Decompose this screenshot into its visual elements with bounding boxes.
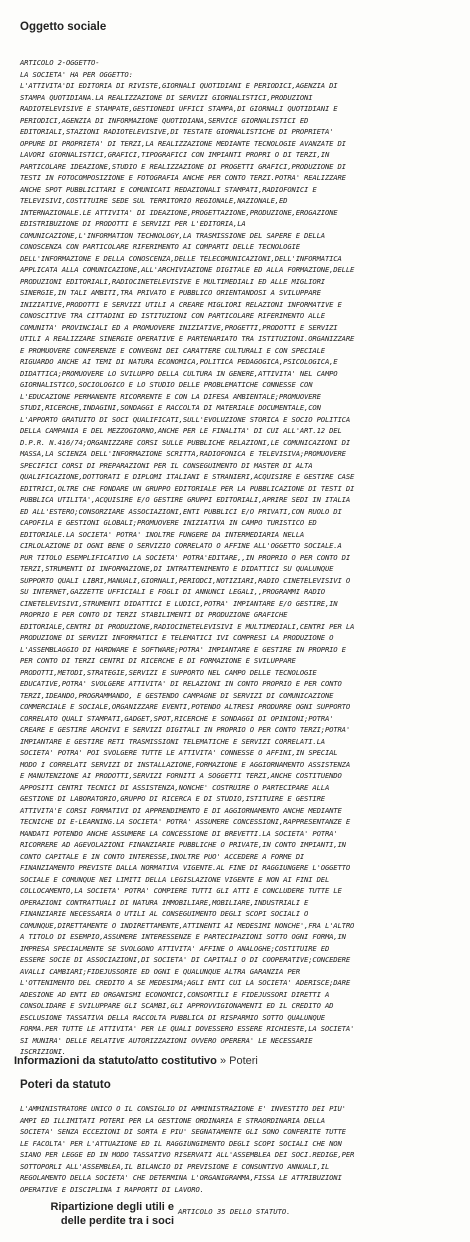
oggetto-sociale-text: ARTICOLO 2-OGGETTO- LA SOCIETA' HA PER OGGETTO: L'ATTIVITA'DI EDITORIA DI RIVISTE,GIORNALI QUOTIDIANI E PERIODICI,AGENZIA DI STAMPA QUOTIDIANA.LA REALIZZAZIONE DI SERVIZI GIORNALISTICI,PRODUZIONI RADIOTELEVISIVE E STAMPATE,GESTIONEDI UFFICI STAMPA,DI GIORNALI QUOTIDIANI E PERIODICI,AGENZIA DI INFORMAZIONE QUOTIDIANA,SERVICE GIORNALISTICI ED EDITORIALI,STAZIONI RADIOTELEVISIVE,DI TESTATE GIORNALISTICHE DI PROPRIETA' OPPURE DI PROPRIETA' DI TERZI,LA REALIZZAZIONE MEDIANTE TECNOLOGIE AVANZATE DI LAVORI GIORNALISTICI,GRAFICI,TIPOGRAFICI CON IMPIANTI PROPRI O DI TERZI,IN PARTICOLARE IDEAZIONE,STUDIO E REALIZZAZIONE DI PROGETTI GRAFICI,PRODUZIONE DI TESTI IN FOTOCOMPOSIZIONE E FOTOGRAFIA ANCHE PER CONTO TERZI.POTRA' REALIZZARE ANCHE SPOT PUBBLICITARI E COMUNICATI REDAZIONALI STAMPATI,RADIOFONICI E TELEVISIVI,COSTITUIRE SEDE SUL TERRITORIO REGIONALE,NAZIONALE,ED INTERNAZIONALE.LE ATTIVITA' DI IDEAZIONE,PROGETTAZIONE,PRODUZIONE,EROGAZIONE EDISTRIBUZIONE DI PRODOTTI E SERVIZI PER L'EDITORIA,LA COMUNICAZIONE,L'INFORMATION TECHNOLOGY,LA TRASMISSIONE DEL SAPERE E DELLA CONOSCENZA CON PARTICOLARE RIFERIMENTO AI COMPARTI DELLE TECNOLOGIE DELL'INFORMAZIONE E DELLA CONOSCENZA,DELLE TELECOMUNICAZIONI,DELL'INFORMATICA APPLICATA ALLA COMUNICAZIONE,ALL'ARCHIVIAZIONE DIGITALE ED ALLA FORMAZIONE,DELLE PRODUZIONI EDITORIALI,RADIOCINETELEVISIVE E MULTIMEDIALI ED ALLE MIGLIORI SINERGIE,IN TALI AMBITI,TRA PRIVATO E PUBBLICO ORIENTANDOSI A SVILUPPARE INIZIATIVE,PRODOTTI E SERVIZI UTILI A CREARE MIGLIORI RELAZIONI INFORMATIVE E CONOSCITIVE TRA CITTADINI ED ISTITUZIONI CON PARTICOLARE RIFERIMENTO ALLE COMUNITA' PROVINCIALI ED A PROMUOVERE INIZIATIVE,PROGETTI,PRODOTTI E SERVIZI UTILI A REALIZZARE SINERGIE OPERATIVE E PARTENARIATO TRA ISTITUZIONI.ORGANIZZARE E PROMUOVERE CONFERENZE E CONVEGNI DEI CARATTERE CULTURALI E CON SPECIALE RIGUARDO ANCHE AI TEMI DI NATURA ECONOMICA,POLITICA PEDAGOGICA,PSICOLOGICA,E DIDATTICA;PROMUOVERE LO SVILUPPO DELLA CULTURA IN GENERE,ATTIVITA' NEL CAMPO GIORNALISTICO,SOCIOLOGICO E LO STUDIO DELLE PROBLEMATICHE CONNESSE CON L'EDUCAZIONE PERMANENTE RICORRENTE E CON LA DIFESA AMBIENTALE;PROMUOVERE STUDI,RICERCHE,INDAGINI,SONDAGGI E RACCOLTA DI MATERIALE DOCUMENTALE,CON L'APPORTO GRATUITO DI SOCI QUALIFICATI,SULL'EVOLUZIONE STORICA E SOCIO POLITICA DELLA CAMPANIA E DEL MEZZOGIORNO,ANCHE PER LE FINALITA' DI CUI ALL'ART.12 DEL D.P.R. N.416/74;ORGANIZZARE CORSI SULLE PUBBLICHE RELAZIONI,LE COMUNICAZIONI DI MASSA,LA SCIENZA DELL'INFORMAZIONE SCRITTA,RADIOFONICA E TELEVISIVA;PROMUOVERE SPECIFICI CORSI DI PREPARAZIONI PER IL CONSEGUIMENTO DI MASTER DI ALTA QUALIFICAZIONE,DOTTORATI E DIPLOMI ITALIANI E STRANIERI,ACQUISIRE E GESTIRE CASE EDITRICI,OLTRE CHE FONDARE UN GRUPPO EDITORIALE PER LA PUBBLICAZIONE DI TESTI DI PUBBLICA UTILITA',ACQUISIRE E/O GESTIRE GRUPPI EDITORIALI,APRIRE SEDI IN ITALIA ED ALL'ESTERO;CONSORZIARE ASSOCIAZIONI,ENTI PUBBLICI E/O PRIVATI,CON RUOLO DI CAPOFILA E GESTIONI GLOBALI;PROMUOVERE INIZIATIVA IN CAMPO TURISTICO ED EDITORIALE.LA SOCIETA' POTRA' INOLTRE FUNGERE DA INTERMEDIARIA NELLA CIRLOLAZIONE DI OGNI BENE O SERVIZIO CORRELATO O AFFINE ALL'OGGETTO SOCIALE.A PUR TITOLO ESEMPLIFICATIVO LA SOCIETA' POTRA'EDITARE,,IN PROPRIO O PER CONTO DI TERZI,STRUMENTI DI INFORMAZIONE,DI INTRATTENIMENTO E DIDATTICI SU QUALUNQUE SUPPORTO QUALI LIBRI,MANUALI,GIORNALI,PERIODCI,NOTIZIARI,RADIO CINETELEVISIVI O SU INTERNET,GAZZETTE UFFICIALI E FOGLI DI ANNUNCI LEGALI,,PROGRAMMI RADIO CINETELEVISIVI,STRUMENTI DIDATTICI E LUDICI,POTRA' IMPIANTARE E/O GESTIRE,IN PROPRIO E PER CONTO DI TERZI STABILIMENTI DI PRODUZIONE GRAFICHE EDITORIALE,CENTRI DI PRODUZIONE,RADIOCINETELEVISIVI E MULTIMEDIALI,CENTRI PER LA PRODUZIONE DI SERVIZI INFORMATICI E TELEMATICI IVI COMPRESI LA PRODUZIONE O L'ASSEMBLAGGIO DI HARDWARE E SOFTWARE;POTRA' IMPIANTARE E GESTIRE IN PROPRIO E PER CONTO DI TERZI CENTRI DI RICERCHE E DI FORMAZIONE E SVILUPPARE PRODOTTI,METODI,STRATEGIE,SERVIZI E SUPPORTO NEL CAMPO DELLE TECNOLOGIE EDUCATIVE,POTRA' SVOLGERE ATTIVITA' DI RELAZIONI IN CONTO PROPRIO E PER CONTO TERZI,IDEANDO,PROGRAMMANDO, E GESTENDO CAMPAGNE DI SERVIZI DI COMUNICAZIONE COMMERCIALE E SOCIALE,ORGANIZZARE EVENTI,POTENDO ALTRESI PRODURRE OGNI SUPPORTO CORRELATO QUALI STAMPATI,GADGET,SPOT,RICERCHE E SONDAGGI DI OPINIONI;POTRA' CREARE E GESTIRE ARCHIVI E SERVIZI DIGITALI IN PROPRIO O PER CONTO TERZI;POTRA' IMPIANTARE E GESTIRE RETI TRASMISSIONI TELEMATICHE E SERVIZI CORRELATI.LA SOCIETA' POTRA' POI SVOLGERE TUTTE LE ATTIVITA' CONNESSE O AFFINI,IN SPECIAL MODO I CORRELATI SERVIZI DI INSTALLAZIONE,FORMAZIONE E AGGIORNAMENTO ASSISTENZA E MANUTENZIONE AI PRODOTTI,SERVIZI FORNITI A SOGGETTI TERZI,ANCHE COSTITUENDO APPOSITI CENTRI TECNICI DI ASSISTENZA,NONCHE' COSTRUIRE O PARTECIPARE ALLA GESTIONE DI LABORATORIO,GRUPPO DI RICERCA E DI STUDIO,ISTITUIRE E GESTIRE ATTIVITA'E CORSI FORMATIVI DI APPRENDIMENTO E DI AGGIORNAMENTO ANCHE MEDIANTE TECNICHE DI E-LEARNING.LA SOCIETA' POTRA' ASSUMERE CONCESSIONI,RAPPRESENTANZE E MANDATI POTENDO ANCHE ASSUMERE LA CONCESSIONE DI BREVETTI.LA SOCIETA' POTRA' RICORRERE AD AGEVOLAZIONI FINANZIARIE PUBBLICHE O PRIVATE,IN CONTO IMPIANTI,IN CONTO CAPITALE E IN CONTO INTERESSE,INOLTRE PUO' ACCEDERE A FORME DI FINANZIAMENTO PREVISTE DALLA NORMATIVA VIGENTE.AL FINE DI RAGGIUNGERE L'OGGETTO SOCIALE E COMUNQUE NEI LIMITI DELLA LEGISLAZIONE VIGENTE E NON AI FINI DEL COLLOCAMENTO,LA SOCIETA' POTRA' COMPIERE TUTTI GLI ATTI E CONCLUDERE TUTTE LE OPERAZIONI CONTRATTUALI DI NATURA IMMOBILIARE,MOBILIARE,INDUSTRIALI E FINANZIARIE NECESSARIA O UTILI AL CONSEGUIMENTO DEGLI SCOPI SOCIALI O COMUNQUE,DIRETTAMENTE O INDIRETTAMENTE,ATTINENTI AI MEDESIMI NONCHE',FRA L'ALTRO A TITOLO DI ESEMPIO,ASSUMERE INTERESSENZE E PARTECIPAZIONI SOTTO OGNI FORMA,IN IMPRESA SPECIALMENTE SE SVOLGONO ATTIVITA' AFFINE O ANALOGHE;COSTITUIRE ED ESSERE SOCIE DI ASSOCIAZIONI,DI SOCIETA' DI CAPITALI O DI COOPERATIVE;CONCEDERE AVALLI CAMBIARI;FIDEJUSSORIE ED OGNI E QUALUNQUE ALTRA GARANZIA PER L'OTTENIMENTO DEL CREDITO A SE MEDESIMA;AGLI ENTI CUI LA SOCIETA' ADERISCE;DARE ADESIONE AD ENTI ED ORGANISMI ECONOMICI,CONSORTILI E FIDEJUSSORI DIRETTI A CONSOLIDARE E SVILUPPARE GLI SCAMBI,GLI APPROVVIGIONAMENTI ED IL CREDITO AD ESCLUSIONE TASSATIVA DELLA RACCOLTA PUBBLICA DI RISPARMIO SOTTO QUALUNQUE FORMA.PER TUTTE LE ATTIVITA' PER LE QUALI DOVESSERO ESSERE RICHIESTE,LA SOCIETA' SI MUNIRA' DELLE RELATIVE AUTORIZZAZIONI OVVERO OPERERA' LE NECESSARIE ISCRIZIONI. [20,58,355,1056]
ripartizione-label-line1: Ripartizione degli utili e [50,1201,174,1213]
ripartizione-utili-label [14,1200,174,1228]
ripartizione-utili-value: ARTICOLO 35 DELLO STATUTO. [178,1207,291,1216]
poteri-da-statuto-text: L'AMMINISTRATORE UNICO O IL CONSIGLIO DI AMMINISTRAZIONE E' INVESTITO DEI PIU' AMPI ED ILLIMITATI POTERI PER LA GESTIONE ORDINARIA E STRAORDINARIA DELLA SOCIETA' SENZA ECCEZIONI DI SORTA E PIU' SEGNATAMENTE GLI SONO CONFERITE TUTTE LE FACOLTA' PER L'ATTUAZIONE ED IL RAGGIUNGIMENTO DEGLI SCOPI SOCIALI CHE NON SIANO PER LEGGE ED IN MODO TASSATIVO RISERVATI ALL'ASSEMBLEA DEI SOCI.REDIGE,PER SOTTOPORLI ALL'ASSEMBLEA,IL BILANCIO DI PREVISIONE E CONSUNTIVO ANNUALI,IL REGOLAMENTO DELLA SOCIETA' CHE DETERMINA L'ORGANIGRAMMA,FISSA LE ATTRIBUZIONI OPERATIVE E DISCIPLINA I RAPPORTI DI LAVORO. [20,1104,355,1194]
poteri-link[interactable]: Poteri [229,1055,258,1067]
informazioni-statuto-heading [14,1055,258,1067]
ripartizione-label-line2: delle perdite tra i soci [60,1215,174,1227]
informazioni-heading-text: Informazioni da statuto/atto costitutivo [14,1055,217,1067]
oggetto-sociale-title: Oggetto sociale [20,21,107,33]
poteri-da-statuto-title: Poteri da statuto [20,1079,111,1091]
breadcrumb-separator: » [219,1055,227,1067]
